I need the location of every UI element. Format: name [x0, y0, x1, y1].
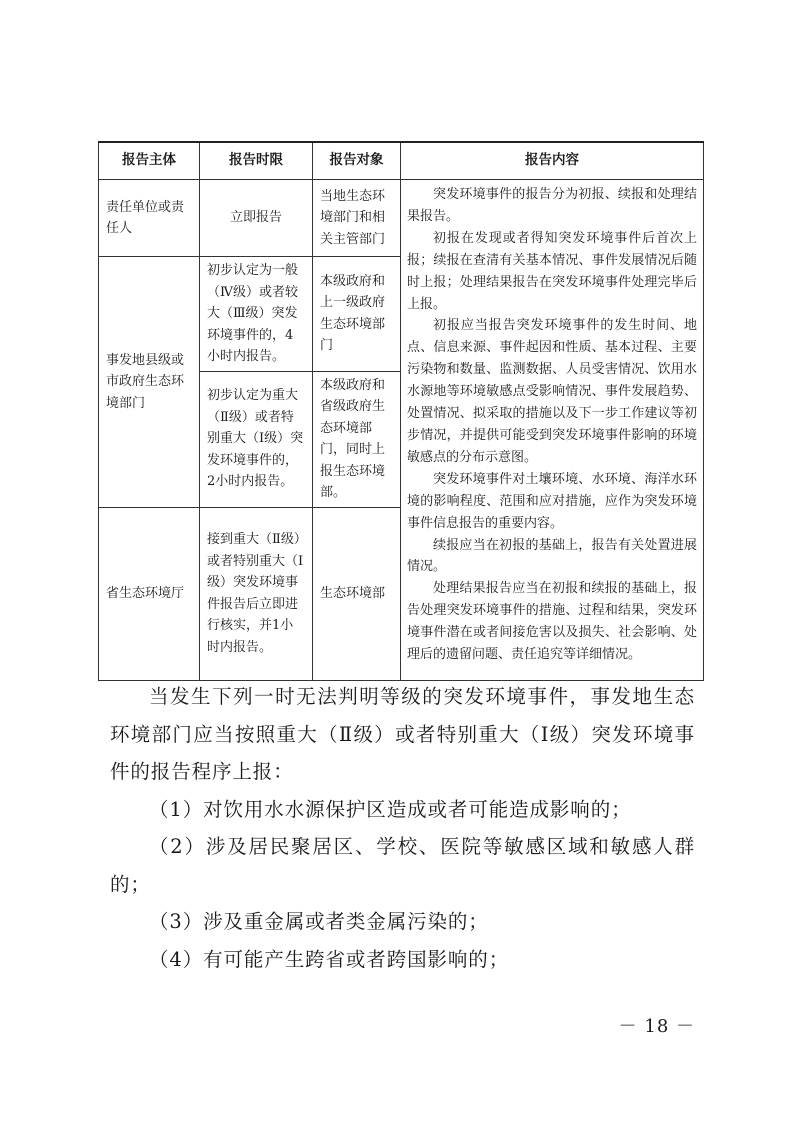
cell-target: 本级政府和上一级政府生态环境部门: [313, 257, 401, 372]
list-item: （4）有可能产生跨省或者跨国影响的；: [149, 947, 510, 971]
cell-subject: 事发地县级或市政府生态环境部门: [99, 257, 200, 508]
cell-deadline: 初步认定为一般（Ⅳ级）或者较大（Ⅲ级）突发环境事件的，4小时内报告。: [200, 257, 313, 372]
cell-target: 生态环境部: [313, 507, 401, 680]
page-number: － 18 －: [618, 1016, 695, 1037]
cell-target: 本级政府和省级政府生态环境部门，同时上报生态环境部。: [313, 371, 401, 507]
table-row: [99, 180, 704, 257]
table-header-row: [99, 142, 704, 180]
cell-subject: 省生态环境厅: [99, 507, 200, 680]
list-item: （2）涉及居民聚居区、学校、医院等敏感区域和敏感人群的；: [110, 835, 695, 896]
content-paragraph: 处理结果报告应当在初报和续报的基础上，报告处理突发环境事件的措施、过程和结果，突发环境事件潜在或者间接危害以及损失、社会影响、处理后的遗留问题、责任追究等详细情况。: [407, 581, 697, 663]
content-paragraph: 初报应当报告突发环境事件的发生时间、地点、信息来源、事件起因和性质、基本过程、主要污染物和数量、监测数据、人员受害情况、饮用水水源地等环境敏感点受影响情况、事件发展趋势、处置情况、拟采取的措施以及下一步工作建议等初步情况，并提供可能受到突发环境事件影响的环境敏感点的分布示意图。: [407, 318, 697, 465]
body-text: [110, 678, 695, 978]
content-paragraph: 初报在发现或者得知突发环境事件后首次上报；续报在查清有关基本情况、事件发展情况后随时上报；处理结果报告在突发环境事件处理完毕后上报。: [407, 230, 697, 312]
header-deadline: 报告时限: [200, 142, 313, 180]
cell-deadline: 初步认定为重大（Ⅱ级）或者特别重大（Ⅰ级）突发环境事件的，2小时内报告。: [200, 371, 313, 507]
content-paragraph: 突发环境事件对土壤环境、水环境、海洋水环境的影响程度、范围和应对措施，应作为突发环境事件信息报告的重要内容。: [407, 471, 697, 531]
cell-deadline: 立即报告: [200, 180, 313, 257]
header-subject: 报告主体: [99, 142, 200, 180]
list-item: （3）涉及重金属或者类金属污染的；: [149, 910, 489, 933]
cell-subject: 责任单位或责任人: [99, 180, 200, 257]
header-target: 报告对象: [313, 142, 401, 180]
content-paragraph: 突发环境事件的报告分为初报、续报和处理结果报告。: [407, 187, 697, 224]
cell-report-content: [401, 180, 704, 681]
list-item: （1）对饮用水水源保护区造成或者可能造成影响的；: [149, 797, 632, 821]
intro-paragraph: 当发生下列一时无法判明等级的突发环境事件，事发地生态环境部门应当按照重大（Ⅱ级）或者特别重大（Ⅰ级）突发环境事件的报告程序上报：: [110, 685, 695, 783]
cell-target: 当地生态环境部门和相关主管部门: [313, 180, 401, 257]
report-table: [98, 141, 704, 681]
header-content: 报告内容: [401, 142, 704, 180]
cell-deadline: 接到重大（Ⅱ级）或者特别重大（Ⅰ级）突发环境事件报告后立即进行核实，并1小时内报告。: [200, 507, 313, 680]
content-paragraph: 续报应当在初报的基础上，报告有关处置进展情况。: [407, 537, 697, 575]
